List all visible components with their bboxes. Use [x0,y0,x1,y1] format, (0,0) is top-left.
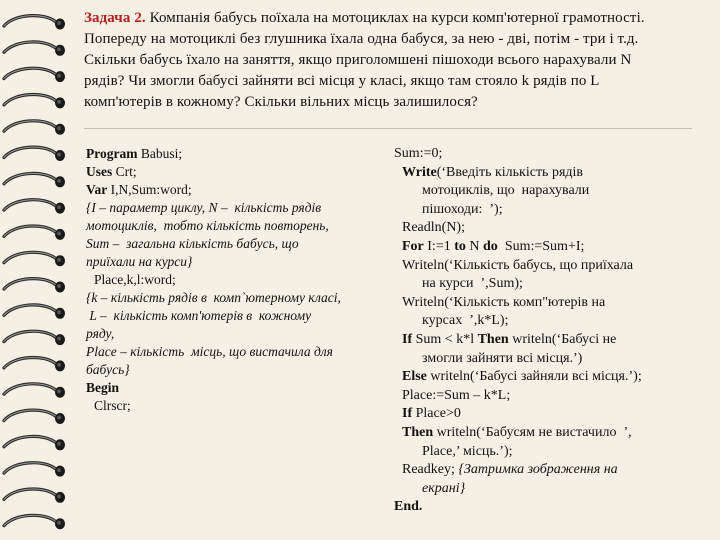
task-line-1: Компанія бабусь поїхала на мотоциклах на курси комп'ютерної грамотності. [149,10,645,26]
code-left-column [86,145,386,415]
code-line: на курси ’,Sum); [422,276,523,292]
code-line: Sum:=0; [394,146,443,161]
code-comment: ряду, [86,326,115,341]
code-comment: мотоциклів, тобто кількість повторень, [86,218,329,233]
spiral-ring-icon [4,331,65,345]
code-comment: приїхали на курси} [86,254,193,269]
code-comment: {k – кількість рядів в комп`ютерному класі, [86,290,341,305]
spiral-ring-icon [4,68,65,82]
code-line: Place:=Sum – k*L; [402,387,511,403]
code-line: End. [394,499,423,515]
spiral-ring-icon [4,252,65,266]
spiral-ring-icon [4,121,65,135]
code-line: курсах ’,k*L); [422,313,509,329]
code-line: пішоходи: ’); [422,201,503,217]
code-line: Var I,N,Sum:word; [86,182,192,197]
task-line-4: рядів? Чи змогли бабусі зайняти всі місця у класі, якщо там стояло k рядів по L [84,73,600,89]
code-line: Readkey; {Затримка зображення на [402,462,618,478]
code-comment: {I – параметр циклу, N – кількість рядів [86,200,322,215]
spiral-ring-icon [4,357,65,371]
code-line: Writeln(‘Кількість бабусь, що приїхала [402,257,634,273]
code-comment: Sum – загальна кількість бабусь, що [86,236,299,251]
task-line-3: Скільки бабусь їхало на заняття, якщо приголомшені пішоходи всього нарахували N [84,52,632,68]
spiral-ring-icon [4,305,65,319]
code-line: Place,k,l:word; [94,272,176,287]
code-line: If Sum < k*l Then writeln(‘Бабусі не [402,331,617,347]
spiral-ring-icon [4,515,65,529]
spiral-ring-icon [4,410,65,424]
task-line-5: комп'ютерів в кожному? Скільки вільних місць залишилося? [84,94,478,110]
code-line: Else writeln(‘Бабусі зайняли всі місця.’); [402,369,642,385]
code-line: мотоциклів, що нарахували [422,183,590,199]
spiral-ring-icon [4,16,65,30]
spiral-ring-icon [4,463,65,477]
spiral-ring-icon [4,42,65,56]
spiral-ring-icon [4,436,65,450]
code-line: Clrscr; [94,398,131,413]
code-comment: L – кількість комп'ютерів в кожному [86,308,312,323]
code-line: Uses Crt; [86,164,137,179]
spiral-binding [0,0,80,540]
code-line: Readln(N); [402,220,465,236]
code-comment: екрані} [422,480,466,496]
code-line: Then writeln(‘Бабусям не вистачило ’, [402,424,632,440]
code-comment: Place – кількість місць, що вистачила для [86,344,333,359]
code-line: Program Babusi; [86,146,183,161]
code-comment: бабусь} [86,362,130,377]
spiral-ring-icon [4,279,65,293]
code-right-column [394,145,694,517]
task-block [84,8,694,113]
divider-line [84,128,692,129]
task-text [84,8,694,113]
spiral-ring-icon [4,489,65,503]
code-line: Writeln(‘Кількість комп"ютерів на [402,294,606,310]
spiral-ring-icon [4,384,65,398]
spiral-ring-icon [4,173,65,187]
task-label: Задача 2. [84,10,146,26]
spiral-ring-icon [4,200,65,214]
code-line: Begin [86,380,120,395]
code-line: Place,’ місць.’); [422,443,513,459]
spiral-ring-icon [4,147,65,161]
spiral-ring-icon [4,94,65,108]
code-line: змогли зайняти всі місця.’) [422,350,583,366]
code-line: For I:=1 to N do Sum:=Sum+I; [402,238,585,254]
task-line-2: Попереду на мотоциклі без глушника їхала одна бабуся, за нею - дві, потім - три і т.д. [84,31,639,47]
code-line: Write(‘Введіть кількість рядів [402,164,584,180]
spiral-ring-icon [4,226,65,240]
code-line: If Place>0 [402,406,461,422]
